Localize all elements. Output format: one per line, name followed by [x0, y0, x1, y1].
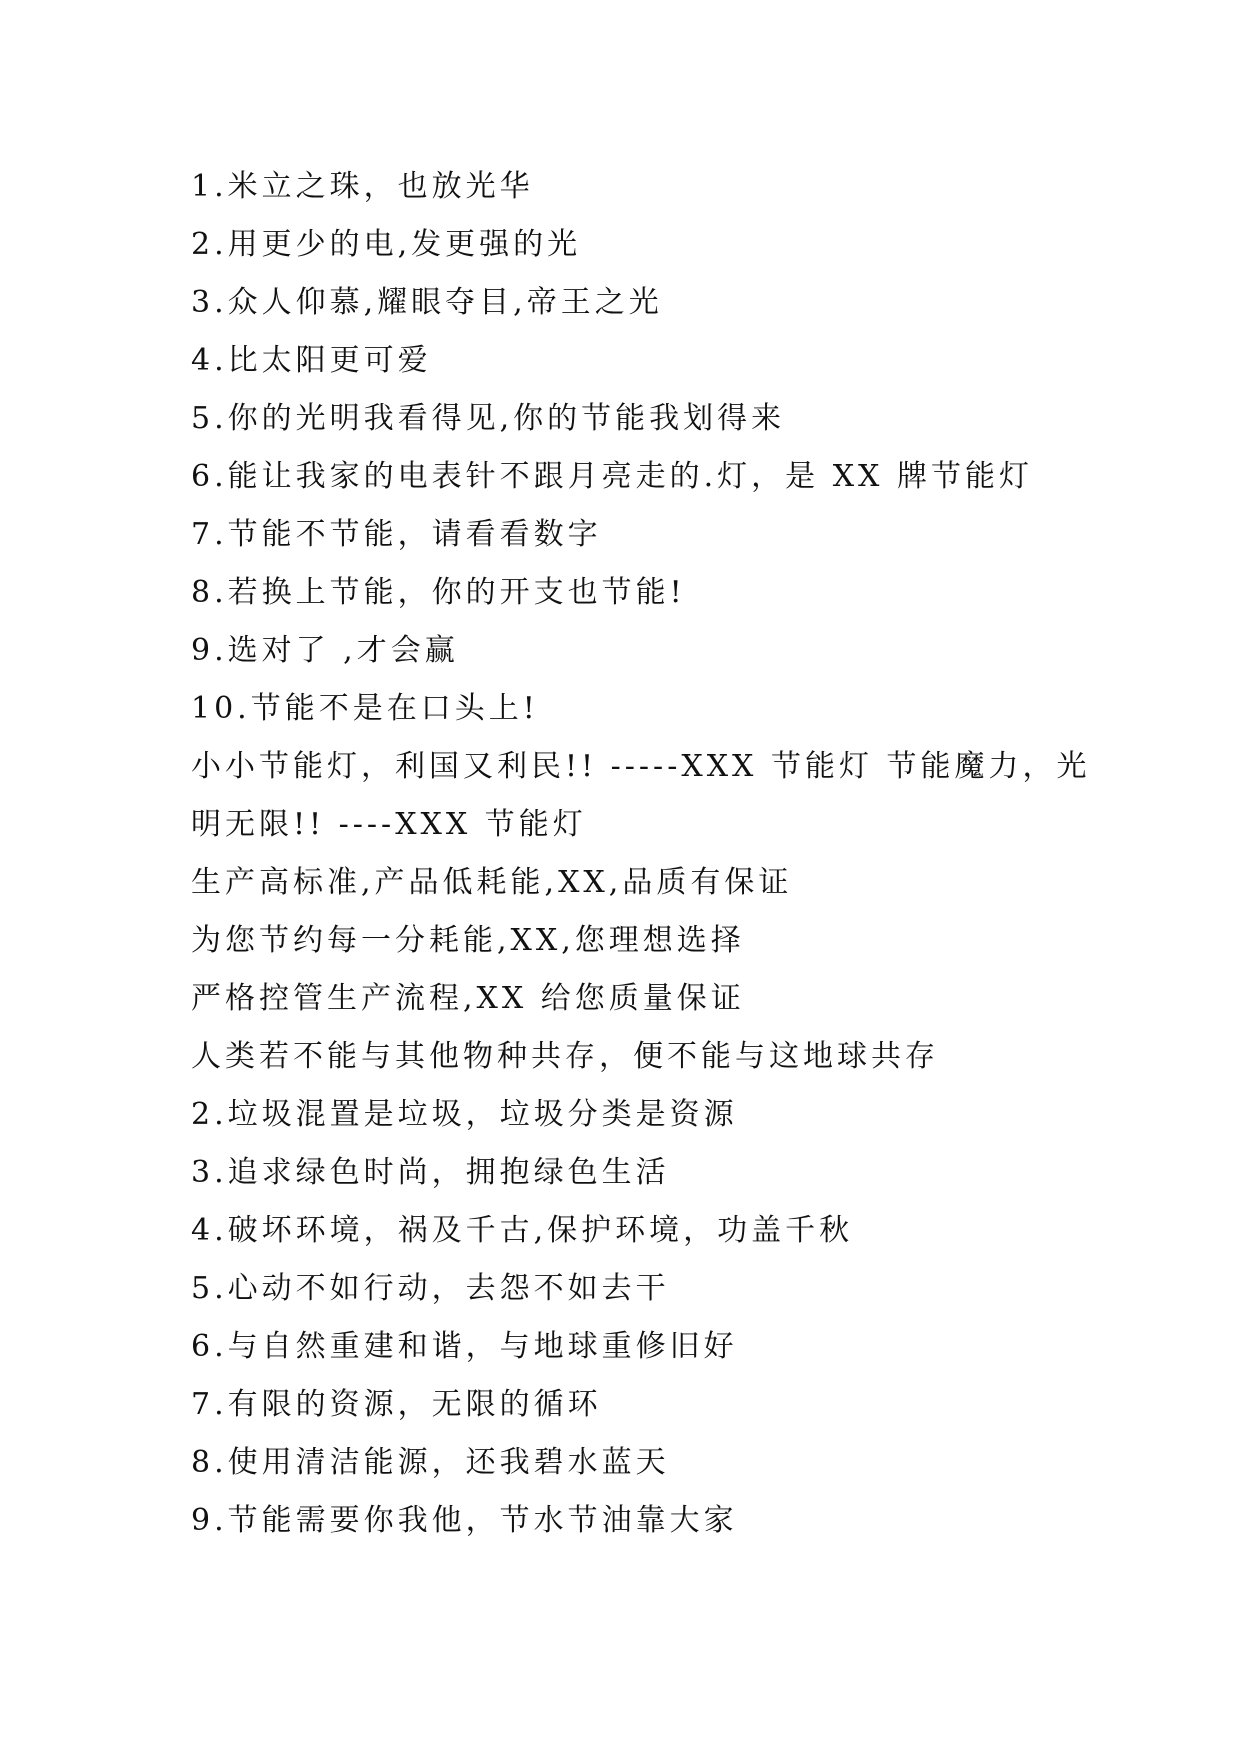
text-line: 为您节约每一分耗能,XX,您理想选择 — [191, 923, 745, 958]
text-line: 8.若换上节能，你的开支也节能! — [191, 575, 686, 610]
text-line: 7.节能不节能，请看看数字 — [191, 517, 602, 552]
text-line: 人类若不能与其他物种共存，便不能与这地球共存 — [191, 1039, 939, 1074]
text-line: 9.节能需要你我他，节水节油靠大家 — [191, 1503, 738, 1538]
text-line: 7.有限的资源，无限的循环 — [191, 1387, 602, 1422]
text-line: 9.选对了 ,才会赢 — [191, 633, 459, 668]
text-line: 3.众人仰慕,耀眼夺目,帝王之光 — [191, 285, 663, 320]
text-line: 2.垃圾混置是垃圾，垃圾分类是资源 — [191, 1097, 738, 1132]
text-line: 2.用更少的电,发更强的光 — [191, 227, 582, 262]
text-line: 明无限!! ----XXX 节能灯 — [191, 807, 587, 842]
text-line: 1.米立之珠，也放光华 — [191, 169, 534, 204]
text-line: 6.能让我家的电表针不跟月亮走的.灯，是 XX 牌节能灯 — [191, 459, 1033, 494]
document-body — [191, 158, 1091, 1550]
text-line: 4.破坏环境，祸及千古,保护环境，功盖千秋 — [191, 1213, 854, 1248]
text-line: 8.使用清洁能源，还我碧水蓝天 — [191, 1445, 670, 1480]
text-line: 10.节能不是在口头上! — [191, 691, 539, 726]
text-line: 小小节能灯，利国又利民!! -----XXX 节能灯 节能魔力，光 — [191, 749, 1091, 784]
text-line: 严格控管生产流程,XX 给您质量保证 — [191, 981, 745, 1016]
text-line: 5.心动不如行动，去怨不如去干 — [191, 1271, 670, 1306]
text-line: 3.追求绿色时尚，拥抱绿色生活 — [191, 1155, 670, 1190]
text-line: 4.比太阳更可爱 — [191, 343, 432, 378]
text-line: 生产高标准,产品低耗能,XX,品质有保证 — [191, 865, 793, 900]
text-line: 5.你的光明我看得见,你的节能我划得来 — [191, 401, 786, 436]
text-line: 6.与自然重建和谐，与地球重修旧好 — [191, 1329, 738, 1364]
